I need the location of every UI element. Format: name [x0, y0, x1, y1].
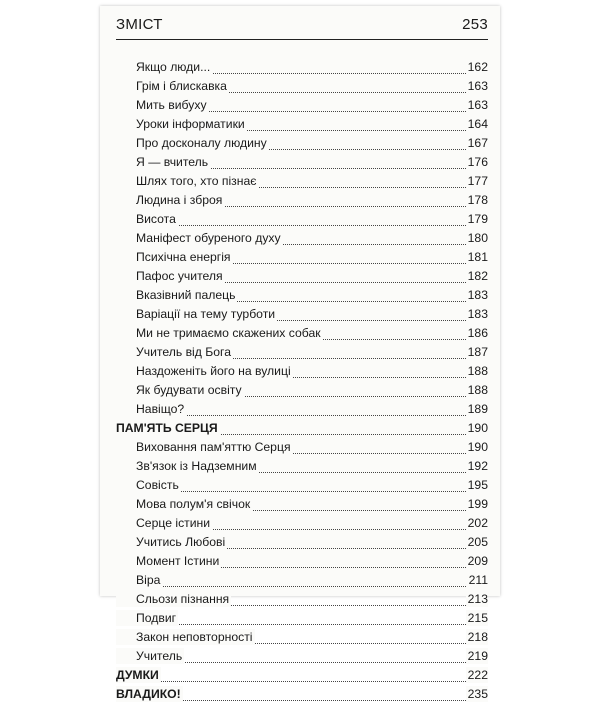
toc-entry-title: Грім і блискавка [116, 78, 229, 94]
section-title: ЗМІСТ [116, 16, 163, 33]
toc-entry [116, 267, 488, 286]
toc-entry-page: 183 [467, 307, 488, 321]
toc-entry-page: 205 [467, 535, 488, 549]
toc-entry-page: 180 [467, 231, 488, 245]
toc-entry-page: 213 [467, 592, 488, 606]
toc-entry [116, 514, 488, 533]
toc-entry [116, 381, 488, 400]
toc-entry [116, 571, 488, 590]
toc-entry-title: Виховання пам'яттю Серця [116, 439, 293, 455]
toc-entry-title: Пафос учителя [116, 268, 225, 284]
toc-entry-title: Я — вчитель [116, 154, 210, 170]
toc-entry-title: Наздоженіть його на вулиці [116, 363, 293, 379]
toc-entry-page: 182 [467, 269, 488, 283]
toc-entry [116, 229, 488, 248]
toc-entry-title: Совість [116, 477, 181, 493]
toc-entry-title: Закон неповторності [116, 629, 255, 645]
toc-entry [116, 609, 488, 628]
toc-entry-title: Висота [116, 211, 178, 227]
toc-entry [116, 191, 488, 210]
toc-entry-title: ВЛАДИКО! [116, 687, 181, 701]
toc-entry-page: 189 [467, 402, 488, 416]
toc-entry-title: Про досконалу людину [116, 135, 269, 151]
toc-entry-page: 188 [467, 364, 488, 378]
toc-entry-title: Людина і зброя [116, 192, 224, 208]
toc-entry-title: Шлях того, хто пізнає [116, 173, 259, 189]
toc-entry [116, 286, 488, 305]
toc-entry-page: 195 [467, 478, 488, 492]
toc-entry [116, 248, 488, 267]
book-page [100, 6, 500, 701]
toc-entry-page: 163 [467, 79, 488, 93]
toc-entry-page: 187 [467, 345, 488, 359]
toc-entry-page: 178 [467, 193, 488, 207]
toc-entry [116, 438, 488, 457]
page-number: 253 [462, 16, 488, 33]
toc-entry-title: Навіщо? [116, 401, 186, 417]
toc-entry-title: Якщо люди... [116, 59, 212, 75]
toc-entry-title: Учитель [116, 648, 184, 664]
toc-entry-page: 186 [467, 326, 488, 340]
toc-section-entry [116, 419, 488, 438]
toc-entry [116, 324, 488, 343]
toc-section-entry [116, 666, 488, 685]
toc-entry-title: Мить вибуху [116, 97, 209, 113]
toc-entry-page: 181 [467, 250, 488, 264]
toc-entry-title: Віра [116, 572, 162, 588]
toc-entry-title: ПАМ'ЯТЬ СЕРЦЯ [116, 421, 218, 435]
toc-entry-title: Мова полум'я свічок [116, 496, 252, 512]
toc-entry-title: Зв'язок із Надземним [116, 458, 259, 474]
toc-entry-page: 235 [467, 687, 488, 701]
toc-entry-title: Серце істини [116, 515, 212, 531]
toc-entry-title: Сльози пізнання [116, 591, 231, 607]
toc-entry [116, 134, 488, 153]
toc-entry [116, 552, 488, 571]
toc-entry-page: 177 [467, 174, 488, 188]
page-header [116, 16, 488, 40]
toc-entry-page: 190 [467, 440, 488, 454]
toc-entry-page: 176 [467, 155, 488, 169]
toc-entry-title: Варіації на тему турботи [116, 306, 277, 322]
toc-entry [116, 153, 488, 172]
toc-entry [116, 305, 488, 324]
toc-entry-page: 215 [467, 611, 488, 625]
toc-entry [116, 647, 488, 666]
toc-entry-title: ДУМКИ [116, 668, 159, 682]
toc-entry-page: 164 [467, 117, 488, 131]
toc-section-entry [116, 685, 488, 704]
toc-entry-page: 183 [467, 288, 488, 302]
toc-entry [116, 58, 488, 77]
toc-entry [116, 210, 488, 229]
toc-entry-page: 190 [467, 421, 488, 435]
toc-entry-title: Уроки інформатики [116, 116, 247, 132]
toc-entry [116, 476, 488, 495]
toc-entry [116, 77, 488, 96]
toc-entry-page: 218 [467, 630, 488, 644]
table-of-contents [116, 58, 488, 704]
toc-entry [116, 533, 488, 552]
toc-entry-title: Учитель від Бога [116, 344, 233, 360]
toc-entry-title: Ми не тримаємо скажених собак [116, 325, 323, 341]
toc-entry [116, 400, 488, 419]
toc-entry-page: 192 [467, 459, 488, 473]
toc-entry-title: Маніфест обуреного духу [116, 230, 283, 246]
toc-entry-title: Вказівний палець [116, 287, 237, 303]
toc-entry-page: 219 [467, 649, 488, 663]
toc-entry-page: 209 [467, 554, 488, 568]
toc-entry-title: Як будувати освіту [116, 382, 244, 398]
toc-entry-page: 163 [467, 98, 488, 112]
toc-entry-title: Момент Істини [116, 553, 221, 569]
toc-entry [116, 96, 488, 115]
toc-entry [116, 362, 488, 381]
toc-entry [116, 343, 488, 362]
toc-entry-page: 167 [467, 136, 488, 150]
toc-entry [116, 115, 488, 134]
toc-entry-page: 202 [467, 516, 488, 530]
toc-entry-title: Подвиг [116, 610, 178, 626]
toc-entry-title: Психічна енергія [116, 249, 233, 265]
toc-entry-title: Учитись Любові [116, 534, 227, 550]
toc-entry [116, 628, 488, 647]
toc-entry-page: 211 [468, 573, 488, 587]
toc-entry-page: 162 [467, 60, 488, 74]
toc-entry-page: 188 [467, 383, 488, 397]
toc-entry-page: 199 [467, 497, 488, 511]
toc-entry [116, 172, 488, 191]
toc-entry-page: 179 [467, 212, 488, 226]
toc-entry-page: 222 [467, 668, 488, 682]
toc-entry [116, 495, 488, 514]
toc-entry [116, 457, 488, 476]
